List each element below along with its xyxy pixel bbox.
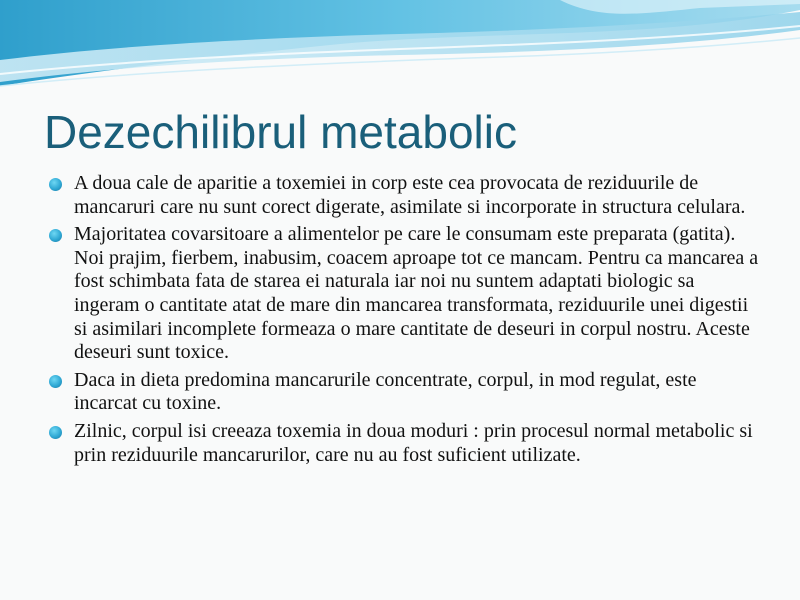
bullet-item <box>48 223 760 365</box>
bullet-dot-icon <box>49 375 62 388</box>
slide-title: Dezechilibrul metabolic <box>44 106 517 158</box>
bullet-dot-icon <box>49 229 62 242</box>
bullet-list <box>48 172 760 471</box>
bullet-text: A doua cale de aparitie a toxemiei in corp este cea provocata de reziduurile de mancaruri care nu sunt corect digerate, asimilate si incorporate in structura celulara. <box>74 172 746 218</box>
header-wave-decoration <box>0 0 800 100</box>
bullet-item <box>48 369 760 416</box>
bullet-text: Majoritatea covarsitoare a alimentelor pe care le consumam este preparata (gatita). Noi prajim, fierbem, inabusim, coacem aproape tot ce mancam. Pentru ca mancarea a fost schimbata fata de starea ei naturala iar noi nu suntem adaptati biologic sa ingeram o cantitate atat de mare din mancarea transformata, reziduurile unei digestii si asimilari incomplete formeaza o mare cantitate de deseuri in corpul nostru. Aceste deseuri sunt toxice. <box>74 223 759 364</box>
bullet-item <box>48 172 760 219</box>
bullet-item <box>48 420 760 467</box>
bullet-dot-icon <box>49 178 62 191</box>
bullet-dot-icon <box>49 426 62 439</box>
bullet-text: Daca in dieta predomina mancarurile concentrate, corpul, in mod regulat, este incarcat cu toxine. <box>74 368 697 415</box>
bullet-text: Zilnic, corpul isi creeaza toxemia in doua moduri : prin procesul normal metabolic si prin reziduurile mancarurilor, care nu au fost suficient utilizate. <box>74 419 753 466</box>
